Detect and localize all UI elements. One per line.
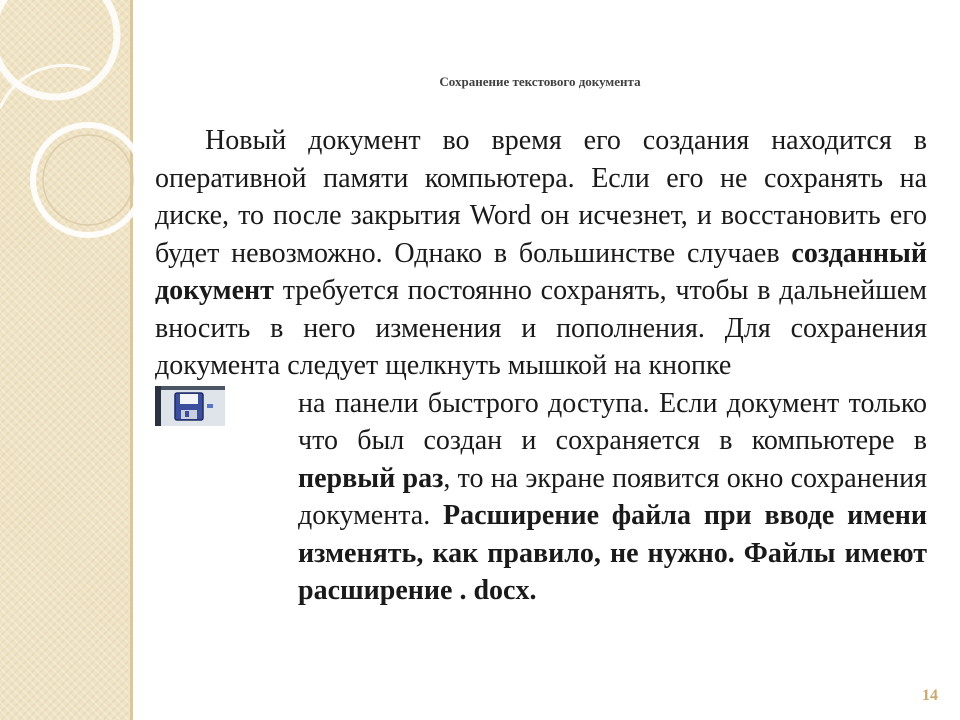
page-number: 14 [922,687,938,704]
slide-title: Сохранение текстового документа [439,74,641,89]
floppy-disk-save-icon [155,386,225,426]
paragraph-1-text: Новый документ во время его создания находится в оперативной памяти компьютера. Если его не сохранять на диске, то после закрытия Word он исчезнет, и восстановить его будет невозможно. Однако в большинстве случаев [155,125,927,269]
paragraph-2-bold-1: первый раз [298,462,444,494]
deco-circle-middle [33,125,140,235]
paragraph-1-text-end: требуется постоянно сохранять, чтобы в дальнейшем вносить в него изменения и пополнения. Для сохранения документа следует щелкнуть мышкой на кнопке [155,275,927,381]
paragraph-1 [155,122,927,385]
paragraph-1-bold: созданный документ [155,237,927,306]
paragraph-2-text-mid: , то на экране появится окно сохранения документа. [298,462,927,531]
decorative-circles [0,0,140,720]
slide-body [155,122,927,610]
deco-circle-middle-inner [43,135,133,225]
paragraph-2-bold-2: Расширение файла при вводе имени изменять, как правило, не нужно. Файлы имеют расширение . docx. [298,500,927,606]
paragraph-2-text: на панели быстрого доступа. Если документ только что был создан и сохраняется в компьютере в [298,387,927,456]
paragraph-2 [155,385,927,610]
deco-arc [0,65,90,108]
